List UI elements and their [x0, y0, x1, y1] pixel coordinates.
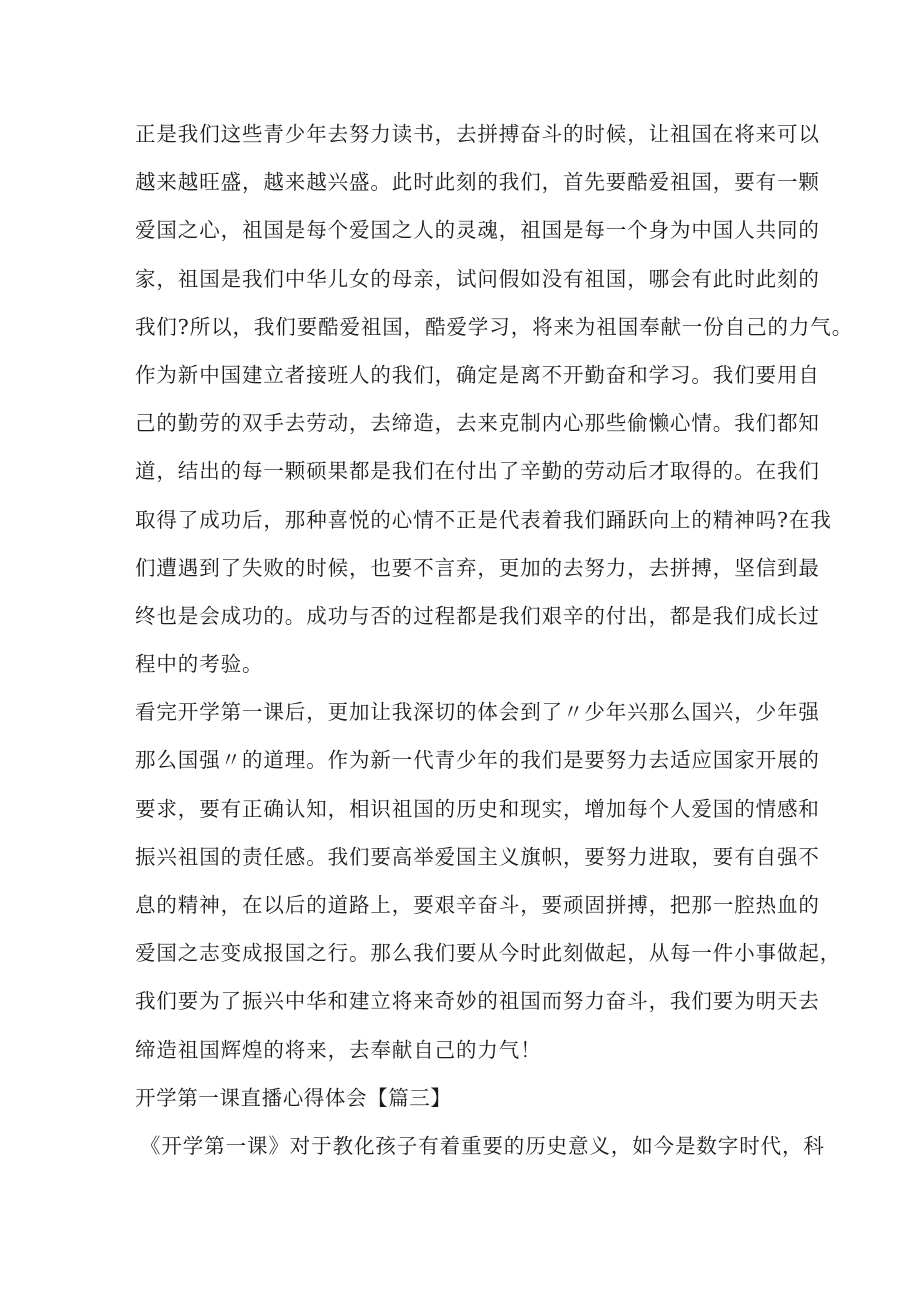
text-line: 越来越旺盛，越来越兴盛。此时此刻的我们，首先要酷爱祖国，要有一颗	[135, 170, 820, 195]
text-line: 取得了成功后，那种喜悦的心情不正是代表着我们踊跃向上的精神吗?在我	[135, 507, 832, 532]
text-line: 看完开学第一课后，更加让我深切的体会到了〃少年兴那么国兴，少年强	[135, 700, 820, 725]
paragraph	[135, 110, 854, 351]
text-line: 终也是会成功的。成功与否的过程都是我们艰辛的付出，都是我们成长过	[135, 603, 820, 628]
text-line: 爱国之心，祖国是每个爱国之人的灵魂，祖国是每一个身为中国人共同的	[135, 218, 820, 243]
text-line: 道，结出的每一颗硕果都是我们在付出了辛勤的劳动后才取得的。在我们	[135, 459, 820, 484]
text-line: 己的勤劳的双手去劳动，去缔造，去来克制内心那些偷懒心情。我们都知	[135, 411, 820, 436]
text-line: 缔造祖国辉煌的将来，去奉献自己的力气！	[135, 1037, 542, 1062]
text-line: 要求，要有正确认知，相识祖国的历史和现实，增加每个人爱国的情感和	[135, 796, 820, 821]
text-line: 振兴祖国的责任感。我们要高举爱国主义旗帜，要努力进取，要有自强不	[135, 844, 820, 869]
text-line: 息的精神，在以后的道路上，要艰辛奋斗，要顽固拼搏，把那一腔热血的	[135, 893, 820, 917]
paragraph	[135, 351, 832, 688]
text-line: 我们要为了振兴中华和建立将来奇妙的祖国而努力奋斗，我们要为明天去	[135, 989, 820, 1014]
text-line: 《开学第一课》对于教化孩子有着重要的历史意义，如今是数字时代，科	[140, 1133, 825, 1158]
text-line: 我们?所以，我们要酷爱祖国，酷爱学习，将来为祖国奉献一份自己的力气。	[135, 314, 854, 339]
document-body	[135, 110, 854, 1170]
text-line: 正是我们这些青少年去努力读书，去拼搏奋斗的时候，让祖国在将来可以	[135, 122, 820, 146]
text-line: 程中的考验。	[135, 652, 264, 677]
text-line: 们遭遇到了失败的时候，也要不言弃，更加的去努力，去拼搏，坚信到最	[135, 555, 820, 580]
paragraph	[135, 688, 842, 1074]
text-line: 作为新中国建立者接班人的我们，确定是离不开勤奋和学习。我们要用自	[135, 362, 820, 387]
text-line: 家，祖国是我们中华儿女的母亲，试问假如没有祖国，哪会有此时此刻的	[135, 266, 820, 291]
section-heading: 开学第一课直播心得体会【篇三】	[135, 1085, 452, 1110]
text-line: 爱国之志变成报国之行。那么我们要从今时此刻做起，从每一件小事做起，	[135, 941, 842, 966]
text-line: 那么国强〃的道理。作为新一代青少年的我们是要努力去适应国家开展的	[135, 748, 820, 773]
